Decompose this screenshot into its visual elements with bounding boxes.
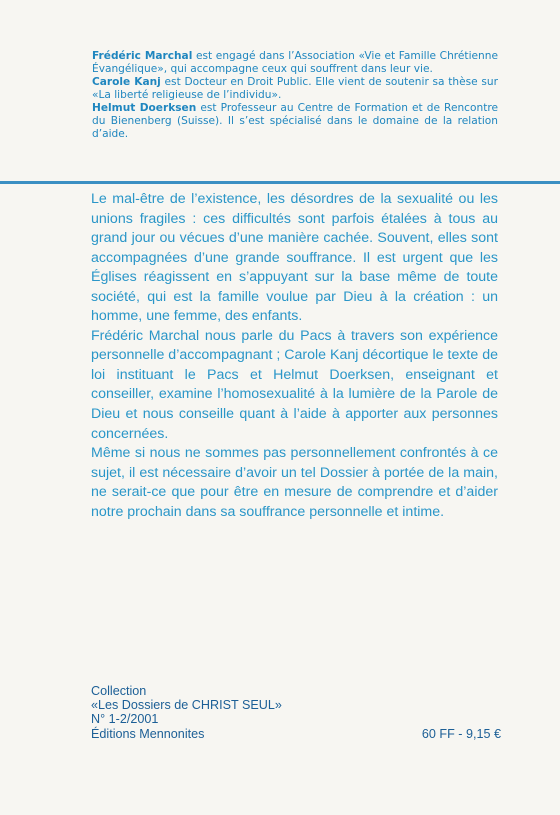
- bio-name: Carole Kanj: [92, 76, 161, 88]
- divider: [0, 181, 560, 184]
- collection-label: Collection: [91, 684, 147, 698]
- publisher-row: [91, 727, 501, 741]
- bio-text: est Professeur au Centre de Formation et de Rencontre du Bienenberg (Suisse). Il s’est spécialisé dans le domaine de la relation d’aide.: [92, 102, 498, 140]
- back-cover-blurb: [91, 190, 498, 522]
- bio-marchal: [92, 50, 498, 76]
- blurb-paragraph: Même si nous ne sommes pas personnellement confrontés à ce sujet, il est nécessaire d’avoir un tel Dossier à portée de la main, ne serait-ce que pour être en mesure de comprendre et d’aider notre prochain dans sa souffrance personnelle et intime.: [91, 445, 498, 520]
- bio-text: est engagé dans l’Association «Vie et Famille Chrétienne Évangélique», qui accompagne ceux qui souffrent dans leur vie.: [92, 50, 498, 75]
- bio-doerksen: [92, 102, 498, 141]
- collection-title: «Les Dossiers de CHRIST SEUL»: [91, 698, 282, 713]
- price: 60 FF - 9,15 €: [421, 726, 501, 741]
- blurb-paragraph: Frédéric Marchal nous parle du Pacs à travers son expérience personnelle d’accompagnant ; Carole Kanj décortique le texte de loi instituant le Pacs et Helmut Doerksen, enseignant et conseiller, examine l’homosexualité à la lumière de la Parole de Dieu et nous conseille quant à l’aide à apporter aux personnes concernées.: [91, 327, 498, 442]
- publisher: Éditions Mennonites: [91, 726, 205, 741]
- author-bios: [92, 50, 498, 141]
- colophon: [91, 684, 501, 741]
- issue-number: N° 1-2/2001: [91, 712, 159, 727]
- bio-name: Frédéric Marchal: [92, 50, 193, 62]
- blurb-paragraph: Le mal-être de l’existence, les désordres de la sexualité ou les unions fragiles : ces difficultés sont parfois étalées à tous au grand jour ou vécues d’une manière cachée. Souvent, elles sont accompagnées d’une grande souffrance. Il est urgent que les Églises réagissent en s’appuyant sur la base même de toute société, qui est la famille voulue par Dieu à la création : un homme, une femme, des enfants.: [91, 191, 498, 325]
- bio-name: Helmut Doerksen: [92, 102, 197, 114]
- bio-text: est Docteur en Droit Public. Elle vient de soutenir sa thèse sur «La liberté religieuse de l’individu».: [92, 76, 498, 101]
- bio-kanj: [92, 76, 498, 102]
